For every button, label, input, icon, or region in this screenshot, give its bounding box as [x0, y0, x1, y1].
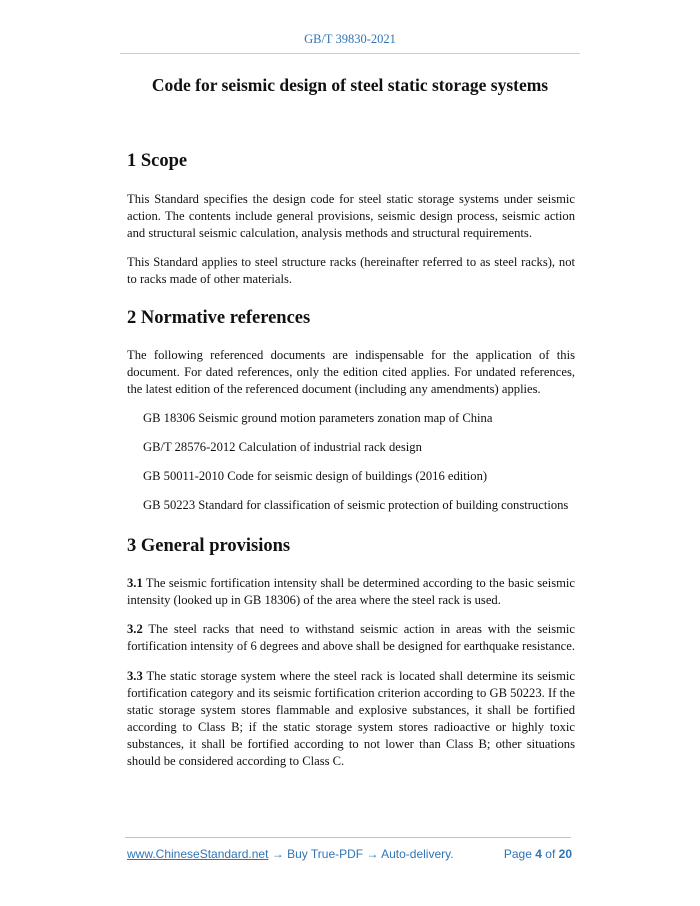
clause-text: The seismic fortification intensity shall be determined according to the basic seismic intensity (looked up in GB 18306) of the area where the steel rack is used.	[127, 576, 575, 607]
paragraph: This Standard specifies the design code for steel static storage systems under seismic action. The contents include general provisions, seismic design process, seismic action and structural seismic calculation, analysis methods and structural requirements.	[127, 192, 575, 240]
footer-divider	[125, 837, 571, 838]
section-heading-normative-references: 2 Normative references	[127, 308, 311, 328]
document-title: Code for seismic design of steel static storage systems	[151, 75, 549, 95]
total-pages: 20	[558, 847, 572, 861]
current-page: 4	[535, 847, 542, 861]
clause-number: 3.2	[127, 622, 143, 636]
paragraph: The following referenced documents are indispensable for the application of this document. For dated references, only the edition cited applies. For undated references, the latest edition of the referenced document (including any amendments) applies.	[127, 348, 575, 396]
page-label: Page	[503, 847, 532, 861]
clause-3-2	[127, 621, 575, 655]
clause-number: 3.3	[127, 669, 143, 683]
section-heading-general-provisions: 3 General provisions	[127, 536, 291, 556]
header-divider	[120, 53, 580, 54]
clause-text: The steel racks that need to withstand seismic action in areas with the seismic fortification intensity of 6 degrees and above shall be designed for earthquake resistance.	[127, 622, 575, 653]
clause-number: 3.1	[127, 576, 143, 590]
clause-text: The static storage system where the steel rack is located shall determine its seismic fortification category and its seismic fortification criterion according to GB 50223. If the static storage system stores flammable and explosive substances, it shall be fortified according to Class B; if the static storage system stores radioactive or highly toxic substances, it shall be fortified according to not lower than Class B; other situations should be considered according to Class C.	[127, 669, 575, 768]
footer-promo: → Buy True-PDF → Auto-delivery.	[268, 847, 454, 861]
header-standard-code: GB/T 39830-2021	[304, 32, 396, 46]
chinesestandard-link[interactable]: www.ChineseStandard.net	[127, 847, 269, 861]
paragraph: This Standard applies to steel structure racks (hereinafter referred to as steel racks), not to racks made of other materials.	[127, 255, 575, 286]
reference-item: GB 50223 Standard for classification of seismic protection of building constructions	[143, 498, 569, 512]
reference-item: GB 50011-2010 Code for seismic design of buildings (2016 edition)	[143, 469, 488, 483]
section-heading-scope: 1 Scope	[127, 151, 188, 171]
of-label: of	[545, 847, 556, 861]
reference-item: GB/T 28576-2012 Calculation of industrial rack design	[143, 440, 422, 454]
page-indicator	[504, 847, 572, 861]
reference-item: GB 18306 Seismic ground motion parameters zonation map of China	[143, 411, 493, 425]
clause-3-1	[127, 575, 575, 609]
footer	[127, 847, 572, 861]
clause-3-3	[127, 668, 575, 770]
